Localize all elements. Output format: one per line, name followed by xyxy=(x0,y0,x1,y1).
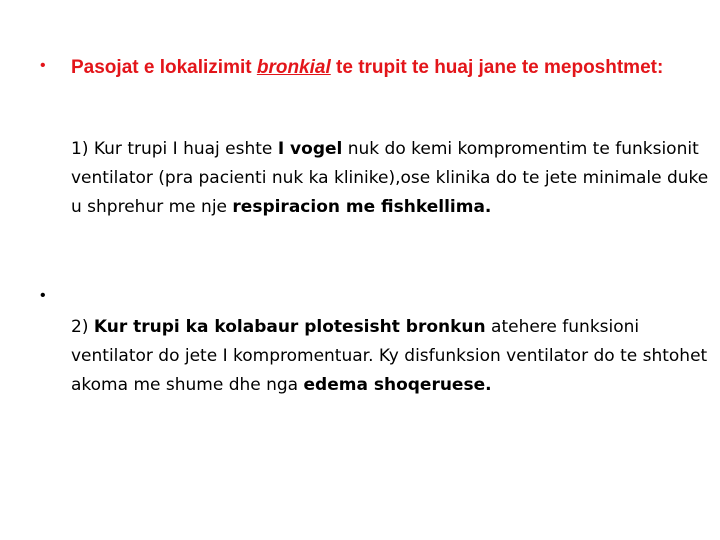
para1-text-2: nuk do kemi kompromentim te funksionit ventilator (pra pacienti nuk ka klinike),ose klinika do te jete minimale duke u shprehur me nje xyxy=(71,139,709,217)
heading-part1: Pasojat e lokalizimit xyxy=(71,57,257,78)
paragraph-1 xyxy=(71,135,711,222)
para2-bold-2: edema shoqeruese. xyxy=(303,375,492,395)
para2-text-2: atehere funksioni ventilator do jete I kompromentuar. Ky disfunksion ventilator do te shtohet akoma me shume dhe nga xyxy=(71,317,708,395)
para2-bold-1: Kur trupi ka kolabaur plotesisht bronkun xyxy=(93,317,486,337)
heading-emphasis: bronkial xyxy=(256,57,331,78)
heading-part2: te trupit te huaj jane te meposhtmet: xyxy=(330,57,664,78)
bullet-marker-1: • xyxy=(40,57,46,74)
bullet-marker-2: • xyxy=(40,287,46,304)
heading-text xyxy=(71,53,691,83)
para1-text-1: 1) Kur trupi I huaj eshte xyxy=(71,139,278,159)
para2-text-1: 2) xyxy=(71,317,94,337)
para1-bold-1: I vogel xyxy=(277,139,343,159)
paragraph-2 xyxy=(71,313,711,400)
para1-bold-2: respiracion me fishkellima. xyxy=(232,197,492,217)
